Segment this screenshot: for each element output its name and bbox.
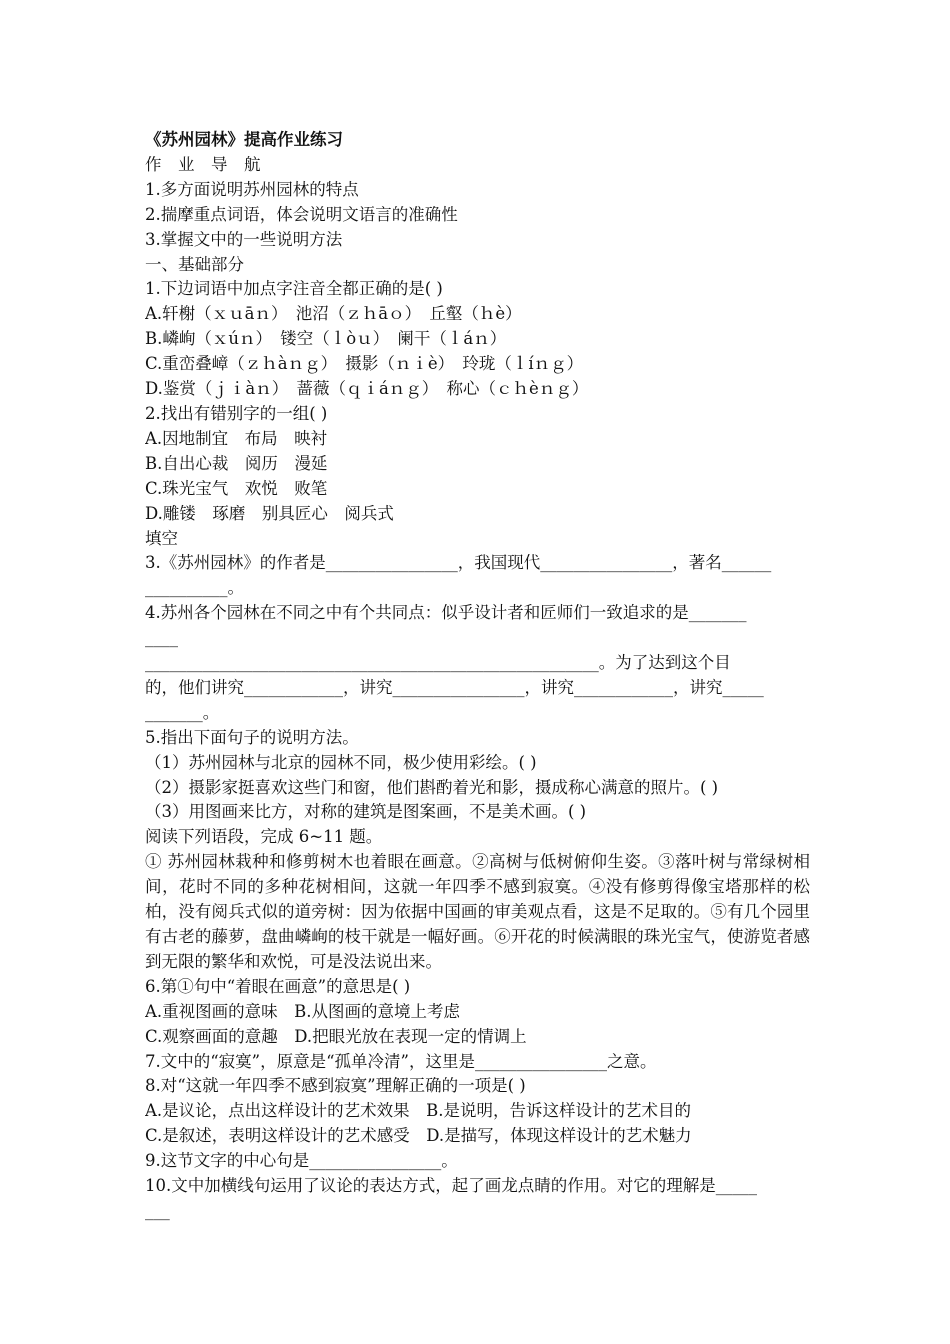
question-4-line: 的，他们讲究____________，讲究________________，讲究____________，讲究_____ — [145, 677, 764, 697]
reading-passage: ① 苏州园林栽种和修剪树木也着眼在画意。②高树与低树俯仰生姿。③落叶树与常绿树相间，花时不同的多种花树相间，这就一年四季不感到寂寞。④没有修剪得像宝塔那样的松柏，没有阅兵式似的道旁树：因为依据中国画的审美观点看，这是不足取的。⑤有几个园里有古老的藤萝，盘曲嶙峋的枝干就是一幅好画。⑥开花的时候满眼的珠光宝气，使游览者感到无限的繁华和欢悦，可是没法说出来。 — [145, 852, 810, 971]
question-2-option-c: C.珠光宝气 欢悦 败笔 — [145, 478, 328, 498]
question-1-option-c: C.重峦叠嶂（ｚｈàｎｇ） 摄影（ｎｉè） 玲珑（ｌíｎｇ） — [145, 354, 584, 374]
question-10-line: ___ — [145, 1200, 170, 1220]
question-5-stem: 5.指出下面句子的说明方法。 — [145, 727, 359, 747]
question-1-option-b: B.嶙峋（ｘúｎ） 镂空（ｌòｕ） 阑干（ｌáｎ） — [145, 329, 507, 349]
question-4-line: ____ — [145, 628, 178, 648]
question-2-option-d: D.雕镂 琢磨 别具匠心 阅兵式 — [145, 503, 394, 523]
worksheet-content — [145, 128, 810, 1224]
nav-heading: 作 业 导 航 — [145, 154, 261, 174]
question-6-options: A.重视图画的意味 B.从图画的意境上考虑 — [145, 1001, 461, 1021]
question-1-option-d: D.鉴赏（ｊｉàｎ） 蔷薇（ｑｉáｎｇ） 称心（ｃｈèｎｇ） — [145, 379, 589, 399]
worksheet-title: 《苏州园林》提高作业练习 — [145, 130, 343, 149]
question-1-stem: 1.下边词语中加点字注音全都正确的是( ) — [145, 279, 443, 299]
question-1-option-a: A.轩榭（ｘｕāｎ） 池沼（ｚｈāｏ） 丘壑（ｈè） — [145, 304, 522, 324]
question-5-item: （3）用图画来比方，对称的建筑是图案画，不是美术画。( ) — [145, 802, 587, 822]
question-9: 9.这节文字的中心句是________________。 — [145, 1151, 458, 1171]
question-2-option-b: B.自出心裁 阅历 漫延 — [145, 453, 328, 473]
question-8-stem: 8.对“这就一年四季不感到寂寞”理解正确的一项是( ) — [145, 1076, 526, 1096]
question-6-options: C.观察画面的意趣 D.把眼光放在表现一定的情调上 — [145, 1026, 527, 1046]
question-8-options: A.是议论，点出这样设计的艺术效果 B.是说明，告诉这样设计的艺术目的 — [145, 1101, 692, 1121]
question-3-line: __________。 — [145, 578, 244, 598]
question-5-item: （2）摄影家挺喜欢这些门和窗，他们斟酌着光和影，摄成称心满意的照片。( ) — [145, 777, 719, 797]
question-2-option-a: A.因地制宜 布局 映衬 — [145, 428, 328, 448]
question-8-options: C.是叙述，表明这样设计的艺术感受 D.是描写，体现这样设计的艺术魅力 — [145, 1126, 692, 1146]
section-heading: 一、基础部分 — [145, 254, 244, 274]
question-4-line: 4.苏州各个园林在不同之中有个共同点：似乎设计者和匠师们一致追求的是_______ — [145, 603, 747, 623]
goal-item: 3.掌握文中的一些说明方法 — [145, 229, 343, 249]
fill-heading: 填空 — [145, 528, 178, 548]
question-2-stem: 2.找出有错别字的一组( ) — [145, 403, 328, 423]
question-7: 7.文中的“寂寞”，原意是“孤单冷清”，这里是________________之意。 — [145, 1051, 657, 1071]
question-6-stem: 6.第①句中“着眼在画意”的意思是( ) — [145, 976, 411, 996]
question-10-line: 10.文中加横线句运用了议论的表达方式，起了画龙点睛的作用。对它的理解是_____ — [145, 1176, 757, 1196]
question-5-item: （1）苏州园林与北京的园林不同，极少使用彩绘。( ) — [145, 752, 537, 772]
question-3-line: 3.《苏州园林》的作者是________________，我国现代________________，著名______ — [145, 553, 772, 573]
question-4-line: _______________________________________________________。为了达到这个目 — [145, 653, 731, 673]
goal-item: 2.揣摩重点词语，体会说明文语言的准确性 — [145, 204, 458, 224]
reading-intro: 阅读下列语段，完成 6~11 题。 — [145, 827, 383, 847]
question-4-line: _______。 — [145, 702, 220, 722]
goal-item: 1.多方面说明苏州园林的特点 — [145, 179, 359, 199]
